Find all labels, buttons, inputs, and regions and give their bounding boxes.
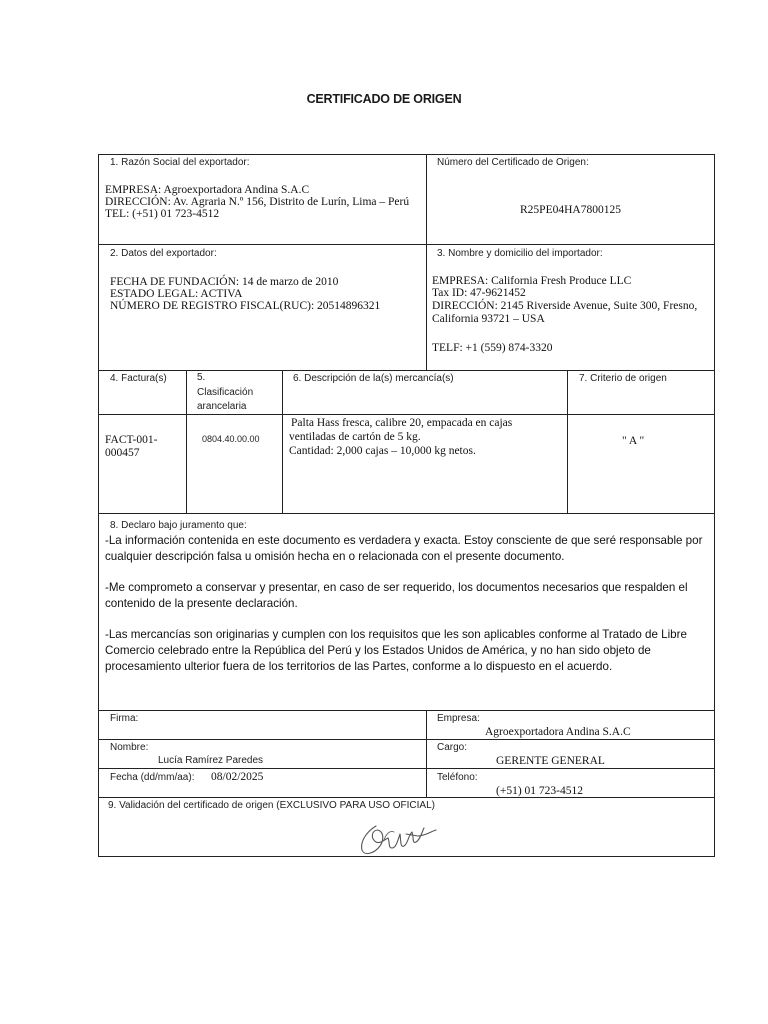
legal-status: ESTADO LEGAL: ACTIVA <box>110 288 243 300</box>
goods-description: ventiladas de cartón de 5 kg. <box>289 431 421 443</box>
column-divider <box>567 370 568 513</box>
exporter-phone: TEL: (+51) 01 723-4512 <box>105 208 220 220</box>
tariff-code: 0804.40.00.00 <box>202 434 260 444</box>
row-divider <box>98 797 715 798</box>
exporter-data-label: 2. Datos del exportador: <box>110 248 217 259</box>
row-divider <box>98 244 715 245</box>
ruc-number: NÚMERO DE REGISTRO FISCAL(RUC): 20514896321 <box>110 300 381 312</box>
phone-label: Teléfono: <box>437 772 478 783</box>
invoice-number: FACT-001- <box>105 434 158 446</box>
tariff-label: arancelaria <box>197 401 247 412</box>
importer-address: California 93721 – USA <box>432 313 545 325</box>
goods-quantity: Cantidad: 2,000 cajas – 10,000 kg netos. <box>289 445 476 457</box>
document-title: CERTIFICADO DE ORIGEN <box>306 92 462 106</box>
name-value: Lucía Ramírez Paredes <box>158 755 264 766</box>
declaration-paragraph: -Las mercancías son originarias y cumplen con los requisitos que les son aplicables conforme al Tratado de Libre Comercio celebrado entre la República del Perú y los Estados Unidos de América, y no han sido objeto de procesamiento ulterior fuera de los territorios de las Partes, conforme a lo dispuesto en el acuerdo. <box>105 628 687 673</box>
row-divider <box>98 513 715 514</box>
phone-value: (+51) 01 723-4512 <box>496 785 583 797</box>
importer-label: 3. Nombre y domicilio del importador: <box>437 248 603 259</box>
company-value: Agroexportadora Andina S.A.C <box>485 726 631 738</box>
importer-tax-id: Tax ID: 47-9621452 <box>432 287 526 299</box>
declaration-label: 8. Declaro bajo juramento que: <box>110 520 247 531</box>
name-label: Nombre: <box>110 742 149 753</box>
importer-phone: TELF: +1 (559) 874-3320 <box>432 342 553 354</box>
row-divider <box>98 739 715 740</box>
column-divider <box>426 710 427 797</box>
date-value: 08/02/2025 <box>211 771 264 783</box>
validation-label: 9. Validación del certificado de origen (EXCLUSIVO PARA USO OFICIAL) <box>108 800 435 811</box>
signature-label: Firma: <box>110 713 139 724</box>
exporter-address: DIRECCIÓN: Av. Agraria N.º 156, Distrito de Lurín, Lima – Perú <box>105 196 410 208</box>
invoice-label: 4. Factura(s) <box>110 373 167 384</box>
origin-criterion: " A " <box>622 435 645 447</box>
row-divider <box>98 414 715 415</box>
handwritten-signature <box>354 818 444 860</box>
origin-criterion-label: 7. Criterio de origen <box>579 373 667 384</box>
column-divider <box>186 370 187 513</box>
tariff-label: Clasificación <box>197 387 254 398</box>
description-label: 6. Descripción de la(s) mercancía(s) <box>293 373 454 384</box>
position-label: Cargo: <box>437 742 468 753</box>
tariff-label: 5. <box>197 372 206 383</box>
invoice-number: 000457 <box>105 447 140 459</box>
date-label: Fecha (dd/mm/aa): <box>110 772 195 783</box>
foundation-date: FECHA DE FUNDACIÓN: 14 de marzo de 2010 <box>110 276 339 288</box>
column-divider <box>282 370 283 513</box>
exporter-company: EMPRESA: Agroexportadora Andina S.A.C <box>105 184 310 196</box>
goods-description: Palta Hass fresca, calibre 20, empacada en cajas <box>291 417 513 429</box>
row-divider <box>98 370 715 371</box>
certificate-table <box>98 154 715 857</box>
position-value: GERENTE GENERAL <box>496 755 605 767</box>
declaration-paragraph: -Me comprometo a conservar y presentar, en caso de ser requerido, los documentos necesarios que respalden el contenido de la presente declaración. <box>105 581 688 610</box>
exporter-name-label: 1. Razón Social del exportador: <box>110 157 250 168</box>
importer-company: EMPRESA: California Fresh Produce LLC <box>432 275 632 287</box>
declaration-paragraph: -La información contenida en este documento es verdadera y exacta. Estoy consciente de que seré responsable por cualquier descripción falsa u omisión hecha en o relacionada con el presente documento. <box>105 534 703 563</box>
row-divider <box>98 710 715 711</box>
row-divider <box>98 768 715 769</box>
certificate-number-label: Número del Certificado de Origen: <box>437 157 589 168</box>
importer-address: DIRECCIÓN: 2145 Riverside Avenue, Suite 300, Fresno, <box>432 300 698 312</box>
certificate-number: R25PE04HA7800125 <box>520 204 621 216</box>
column-divider <box>426 154 427 370</box>
company-label: Empresa: <box>437 713 480 724</box>
